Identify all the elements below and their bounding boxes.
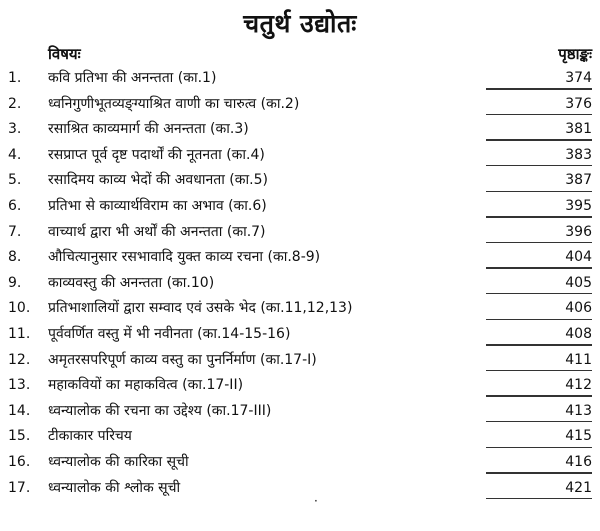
page-number-header: पृष्ठाङ्कः	[558, 45, 592, 63]
subject-header: विषयः	[48, 45, 81, 63]
entry-title: कवि प्रतिभा की अनन्तता (का.1)	[48, 70, 217, 86]
page-underline	[486, 88, 592, 89]
entry-page: 404	[565, 249, 592, 266]
entry-number: 10.	[8, 300, 31, 317]
entry-number: 1.	[8, 70, 22, 86]
entry-number: 5.	[8, 172, 22, 189]
entry-number: 11.	[8, 325, 31, 342]
entry-page: 412	[565, 377, 592, 394]
toc-entry	[0, 450, 600, 476]
page-underline	[486, 216, 592, 217]
page-underline	[486, 139, 592, 140]
entry-page: 374	[565, 70, 592, 86]
page-underline	[486, 242, 592, 243]
page-underline	[486, 421, 592, 422]
toc-entry	[0, 92, 600, 118]
entry-title: ध्वन्यालोक की श्लोक सूची	[48, 479, 181, 496]
entry-title: पूर्ववर्णित वस्तु में भी नवीनता (का.14-15-16)	[48, 325, 291, 342]
toc-entry	[0, 476, 600, 502]
toc-entry	[0, 348, 600, 374]
entry-page: 405	[565, 274, 592, 291]
entry-number: 8.	[8, 249, 22, 266]
entry-number: 7.	[8, 223, 22, 240]
toc-entry	[0, 143, 600, 169]
page-underline	[486, 447, 592, 448]
toc-entry	[0, 424, 600, 450]
entry-title: रसादिमय काव्य भेदों की अवधानता (का.5)	[48, 172, 268, 189]
entry-page: 421	[565, 479, 592, 496]
entry-title: औचित्यानुसार रसभावादि युक्त काव्य रचना (का.8-9)	[48, 249, 321, 266]
entry-title: रसाश्रित काव्यमार्ग की अनन्तता (का.3)	[48, 121, 249, 138]
entry-number: 14.	[8, 402, 31, 419]
chapter-title: चतुर्थ उद्योतः	[243, 9, 357, 38]
entry-page: 408	[565, 325, 592, 342]
page-underline	[486, 114, 592, 115]
toc-entry	[0, 322, 600, 348]
page-underline	[486, 191, 592, 192]
entry-title: रसप्राप्त पूर्व दृष्ट पदार्थों की नूतनता (का.4)	[48, 146, 265, 163]
entry-page: 376	[565, 95, 592, 112]
toc-entry	[0, 220, 600, 246]
entry-number: 15.	[8, 428, 31, 445]
entry-title: अमृतरसपरिपूर्ण काव्य वस्तु का पुनर्निर्माण (का.17-I)	[48, 351, 317, 368]
entry-number: 9.	[8, 274, 22, 291]
entry-page: 413	[565, 402, 592, 419]
entry-page: 415	[565, 428, 592, 445]
toc-entry	[0, 296, 600, 322]
page-underline	[486, 267, 592, 268]
entry-page: 411	[565, 351, 592, 368]
stray-mark: ·	[314, 494, 318, 508]
entry-page: 406	[565, 300, 592, 317]
page-underline	[486, 293, 592, 294]
toc-entry	[0, 399, 600, 425]
toc-entry	[0, 245, 600, 271]
page-underline	[486, 370, 592, 371]
toc-entry	[0, 168, 600, 194]
entry-number: 13.	[8, 377, 31, 394]
entry-page: 383	[565, 146, 592, 163]
page-underline	[486, 472, 592, 473]
entry-title: महाकवियों का महाकवित्व (का.17-II)	[48, 377, 244, 394]
entry-page: 387	[565, 172, 592, 189]
entry-title: काव्यवस्तु की अनन्तता (का.10)	[48, 274, 215, 291]
entry-number: 12.	[8, 351, 31, 368]
entry-number: 3.	[8, 121, 22, 138]
toc-list	[0, 66, 600, 501]
toc-entry	[0, 194, 600, 220]
entry-page: 396	[565, 223, 592, 240]
entry-title: टीकाकार परिचय	[48, 428, 132, 445]
page-underline	[486, 319, 592, 320]
entry-page: 395	[565, 197, 592, 214]
entry-number: 4.	[8, 146, 22, 163]
entry-number: 17.	[8, 479, 31, 496]
entry-number: 16.	[8, 453, 31, 470]
page-underline	[486, 395, 592, 396]
entry-title: वाच्यार्थ द्वारा भी अर्थों की अनन्तता (का.7)	[48, 223, 266, 240]
toc-entry	[0, 66, 600, 92]
entry-number: 2.	[8, 95, 22, 112]
entry-page: 416	[565, 453, 592, 470]
entry-number: 6.	[8, 197, 22, 214]
entry-title: ध्वन्यालोक की कारिका सूची	[48, 453, 189, 470]
entry-title: प्रतिभाशालियों द्वारा सम्वाद एवं उसके भेद (का.11,12,13)	[48, 300, 353, 317]
entry-title: प्रतिभा से काव्यार्थविराम का अभाव (का.6)	[48, 197, 267, 214]
page-underline	[486, 498, 592, 499]
toc-entry	[0, 271, 600, 297]
entry-page: 381	[565, 121, 592, 138]
page-underline	[486, 165, 592, 166]
toc-entry	[0, 117, 600, 143]
entry-title: ध्वनिगुणीभूतव्यङ्ग्याश्रित वाणी का चारुत्व (का.2)	[48, 95, 300, 112]
toc-entry	[0, 373, 600, 399]
page-underline	[486, 344, 592, 345]
entry-title: ध्वन्यालोक की रचना का उद्देश्य (का.17-III)	[48, 402, 272, 419]
